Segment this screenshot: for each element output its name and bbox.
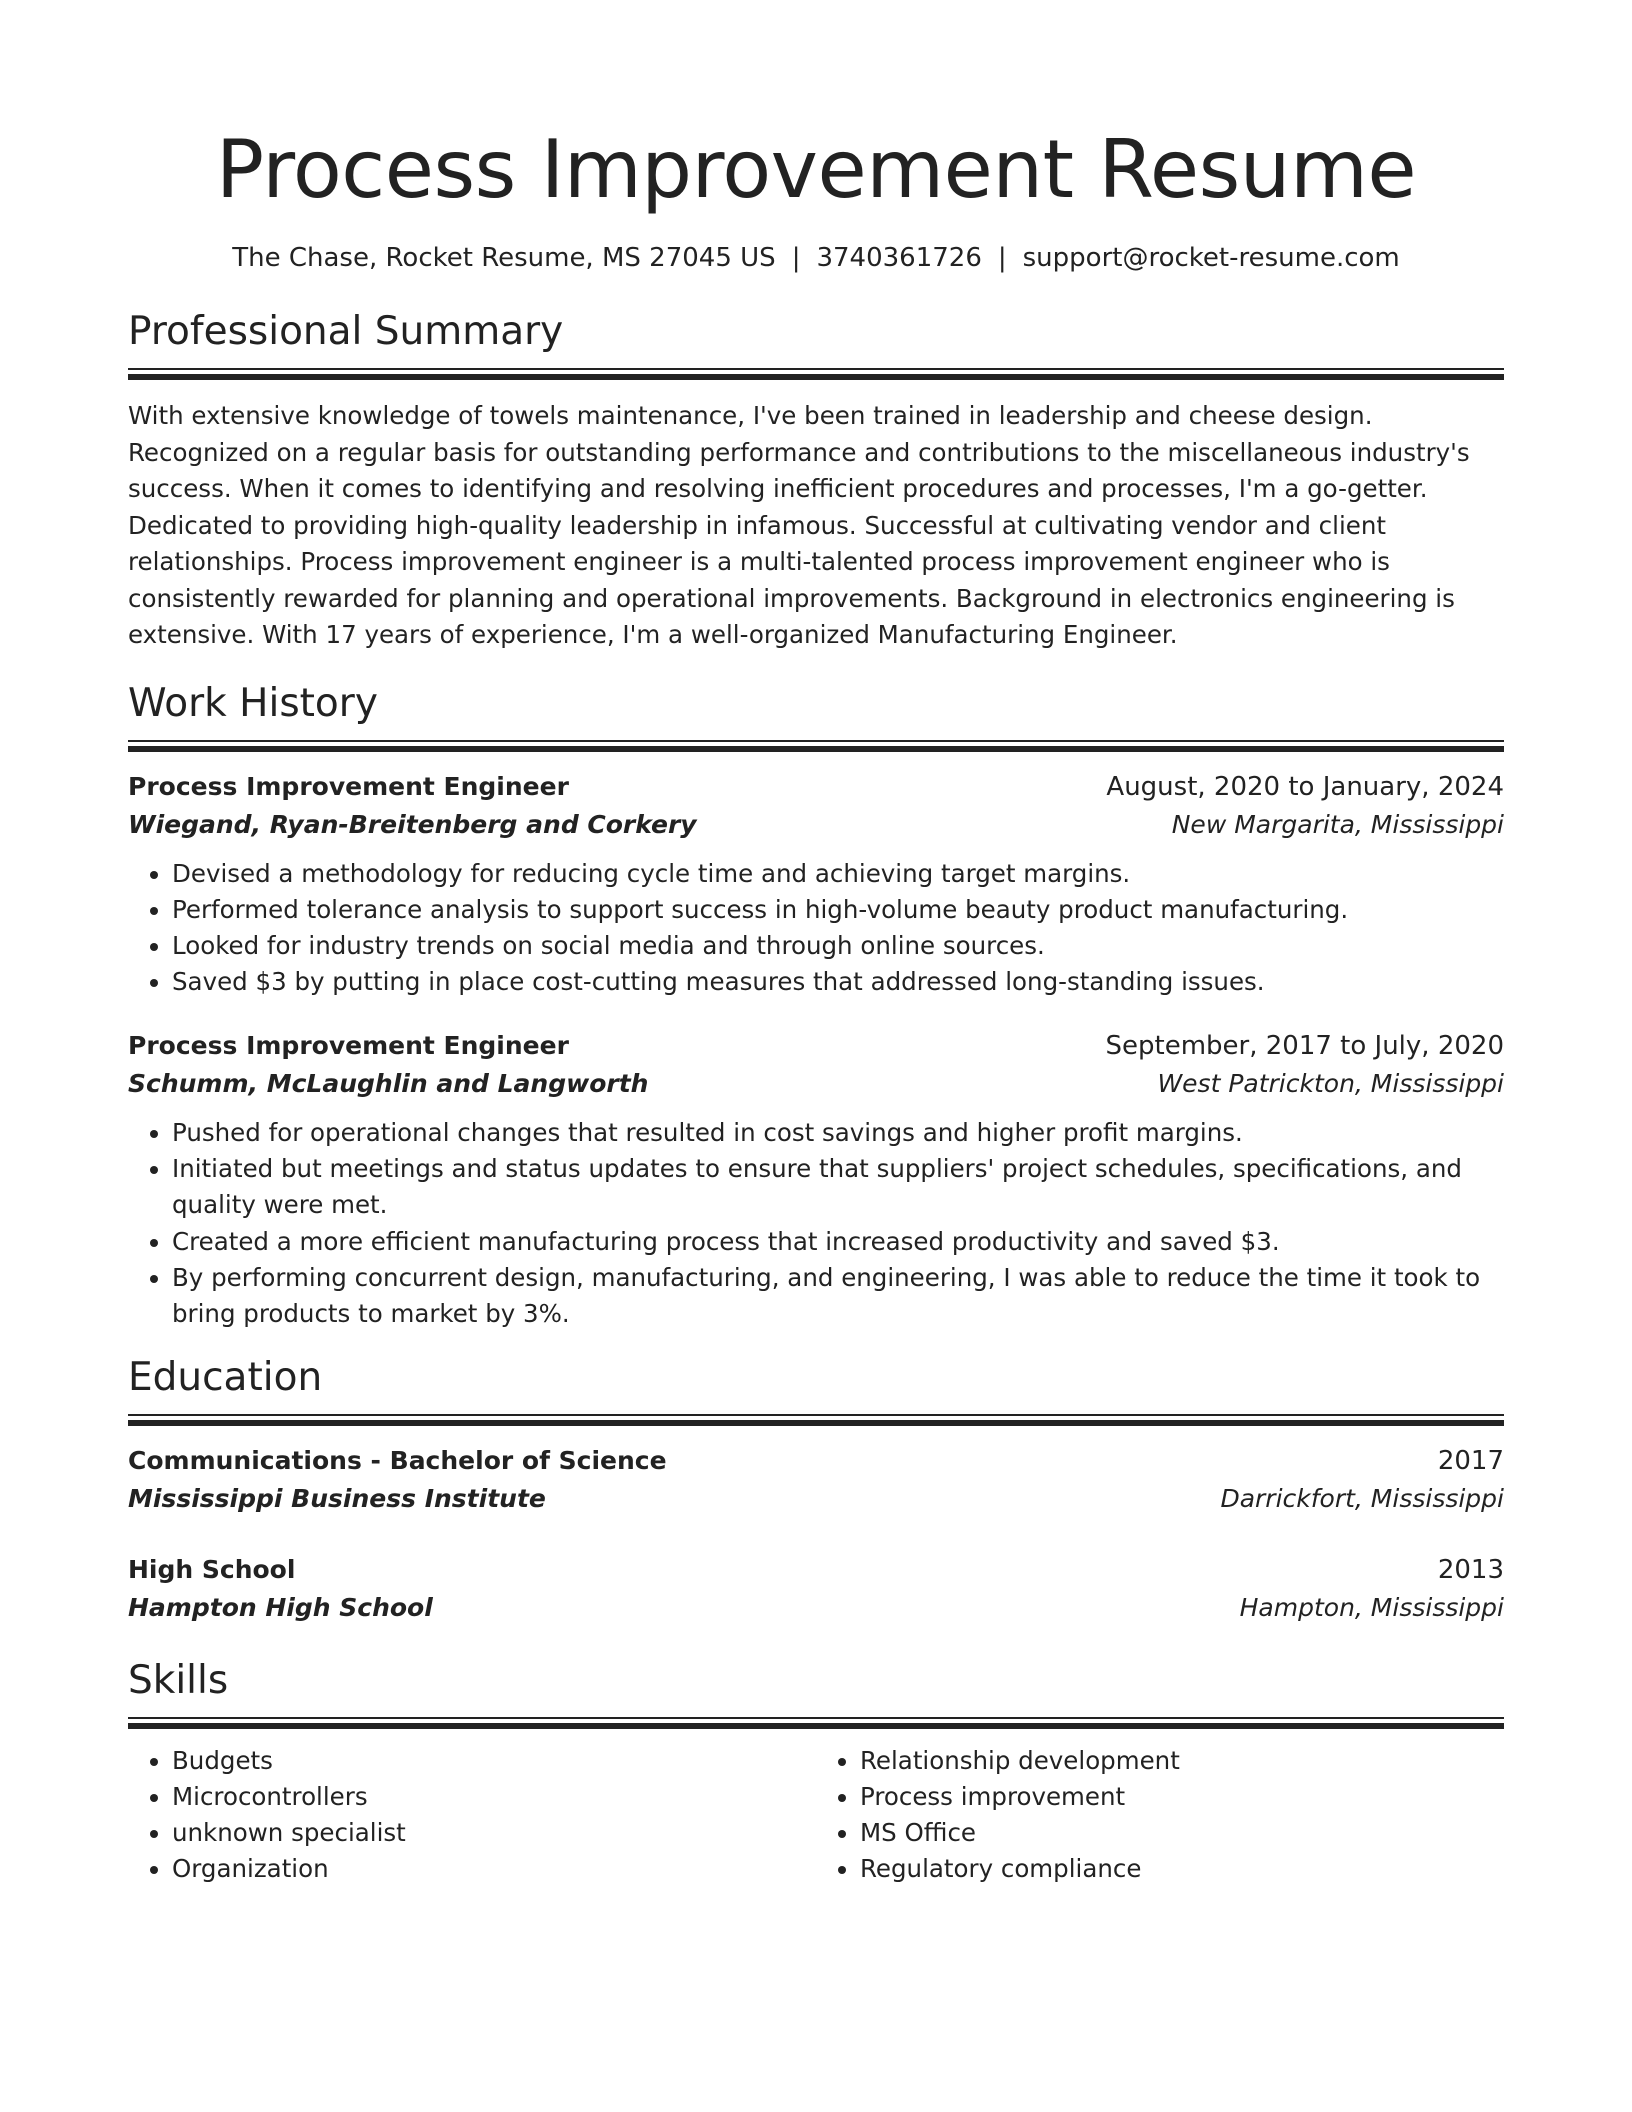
education-year: 2013 (1437, 1555, 1504, 1586)
job-company: Schumm, McLaughlin and Langworth (128, 1068, 649, 1098)
contact-email: support@rocket-resume.com (1022, 243, 1400, 273)
list-item: • Organization (172, 1851, 816, 1887)
section-divider-thick (128, 1723, 1504, 1729)
list-item: • Initiated but meetings and status updates to ensure that suppliers' project schedules, specifications, and quality were met. (172, 1151, 1504, 1224)
education-degree: Communications - Bachelor of Science (128, 1446, 667, 1476)
job-bullets (128, 1115, 1504, 1333)
list-item: • Looked for industry trends on social media and through online sources. (172, 928, 1504, 964)
list-item: • By performing concurrent design, manufacturing, and engineering, I was able to reduce the time it took to bring products to market by 3%. (172, 1260, 1504, 1333)
section-divider-thick (128, 1420, 1504, 1426)
section-divider (128, 1414, 1504, 1416)
work-section (128, 680, 1504, 1333)
section-divider (128, 368, 1504, 370)
list-item: • Regulatory compliance (860, 1851, 1504, 1887)
education-entry (128, 1442, 1504, 1518)
list-item: • Saved $3 by putting in place cost-cutting measures that addressed long-standing issues. (172, 964, 1504, 1000)
list-item: • MS Office (860, 1815, 1504, 1851)
section-heading-summary: Professional Summary (128, 309, 564, 354)
job-dates: September, 2017 to July, 2020 (1105, 1030, 1504, 1061)
job-entry (128, 768, 1504, 1001)
section-divider (128, 740, 1504, 742)
contact-separator: | (791, 243, 801, 273)
job-location: West Patrickton, Mississippi (1157, 1068, 1504, 1098)
page-title: Process Improvement Resume (215, 123, 1417, 216)
list-item: • Devised a methodology for reducing cycle time and achieving target margins. (172, 856, 1504, 892)
education-location: Darrickfort, Mississippi (1220, 1484, 1504, 1514)
list-item: • Relationship development (860, 1743, 1504, 1779)
job-bullets (128, 856, 1504, 1001)
skills-list-left (128, 1743, 816, 1887)
job-location: New Margarita, Mississippi (1171, 809, 1504, 839)
summary-section (128, 308, 1504, 654)
section-divider (128, 1717, 1504, 1719)
list-item: • Performed tolerance analysis to support success in high-volume beauty product manufacturing. (172, 892, 1504, 928)
job-title: Process Improvement Engineer (128, 771, 569, 801)
section-divider-thick (128, 374, 1504, 380)
education-school: Hampton High School (128, 1593, 433, 1623)
education-year: 2017 (1437, 1446, 1504, 1477)
section-heading-education: Education (128, 1355, 323, 1401)
education-location: Hampton, Mississippi (1239, 1593, 1504, 1623)
job-entry (128, 1027, 1504, 1333)
education-school: Mississippi Business Institute (128, 1484, 546, 1514)
section-heading-work: Work History (128, 680, 378, 726)
list-item: • Budgets (172, 1743, 816, 1779)
education-degree: High School (128, 1555, 296, 1585)
skills-columns (128, 1743, 1504, 1887)
education-entry (128, 1551, 1504, 1627)
contact-line (128, 242, 1504, 274)
contact-phone: 3740361726 (816, 243, 982, 273)
list-item: • Pushed for operational changes that resulted in cost savings and higher profit margins. (172, 1115, 1504, 1151)
education-section (128, 1354, 1504, 1627)
job-title: Process Improvement Engineer (128, 1030, 569, 1060)
section-heading-skills: Skills (128, 1658, 229, 1704)
list-item: • Created a more efficient manufacturing process that increased productivity and saved $3. (172, 1224, 1504, 1260)
skills-section (128, 1657, 1504, 1887)
list-item: • unknown specialist (172, 1815, 816, 1851)
list-item: • Microcontrollers (172, 1779, 816, 1815)
section-divider-thick (128, 746, 1504, 752)
contact-address: The Chase, Rocket Resume, MS 27045 US (232, 243, 776, 273)
job-company: Wiegand, Ryan-Breitenberg and Corkery (128, 809, 697, 839)
summary-text: With extensive knowledge of towels maintenance, I've been trained in leadership and cheese design. Recognized on a regular basis for outstanding performance and contributions to the miscellaneous industry's success. When it comes to identifying and resolving inefficient procedures and processes, I'm a go-getter. Dedicated to providing high-quality leadership in infamous. Successful at cultivating vendor and client relationships. Process improvement engineer is a multi-talented process improvement engineer who is consistently rewarded for planning and operational improvements. Background in electronics engineering is extensive. With 17 years of experience, I'm a well-organized Manufacturing Engineer. (128, 401, 1470, 649)
job-dates: August, 2020 to January, 2024 (1106, 771, 1504, 802)
list-item: • Process improvement (860, 1779, 1504, 1815)
skills-list-right (816, 1743, 1504, 1887)
contact-separator: | (997, 243, 1007, 273)
